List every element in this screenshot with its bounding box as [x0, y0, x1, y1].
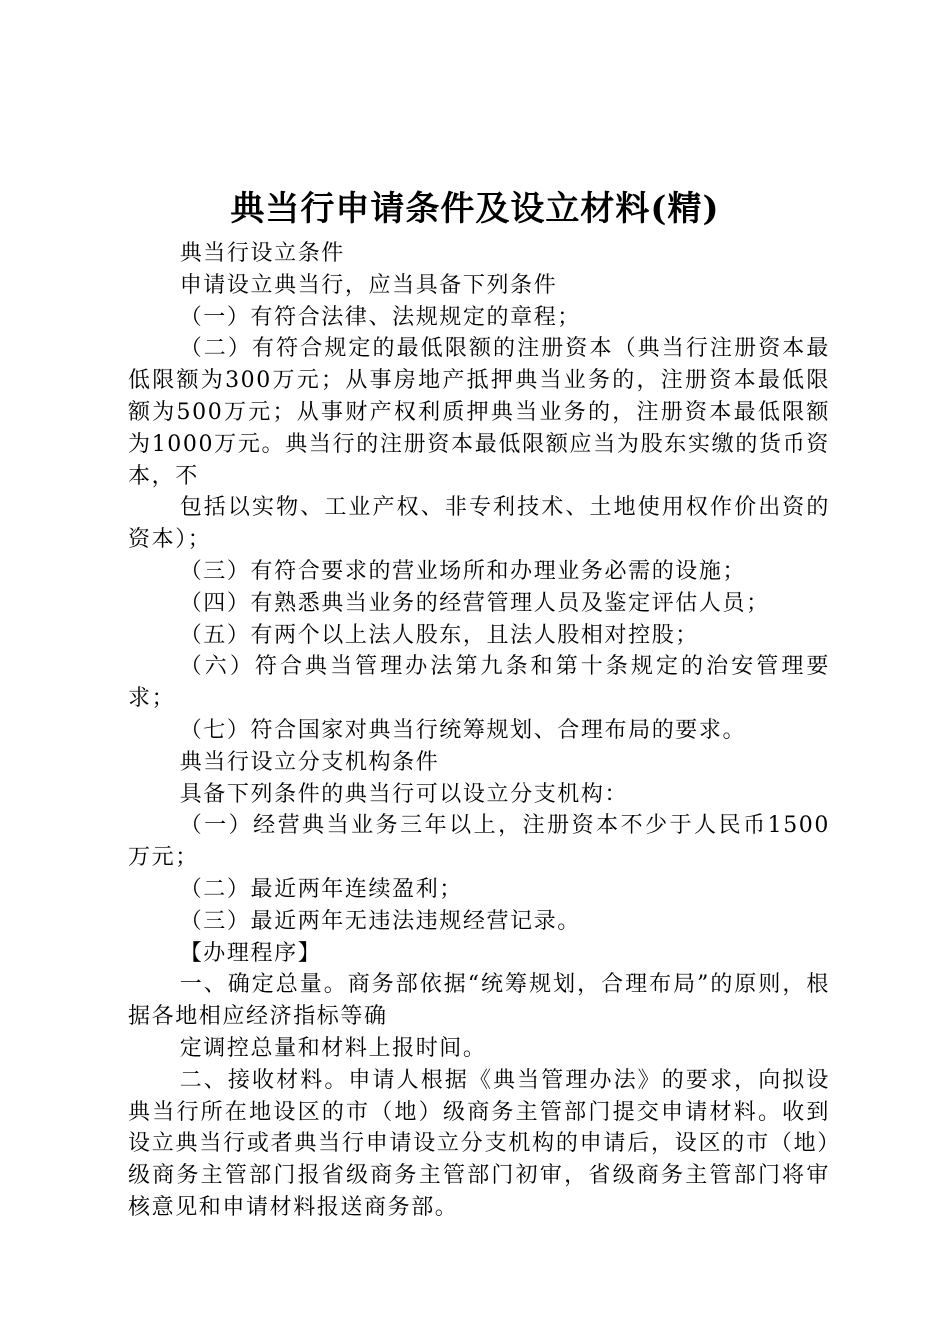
paragraph-condition-5: （五）有两个以上法人股东，且法人股相对控股； [179, 622, 699, 648]
paragraph-branch-2: （二）最近两年连续盈利； [179, 876, 463, 902]
paragraph-procedure-1: 一、确定总量。商务部依据“统筹规划，合理布局”的原则，根据各地相应经济指标等确 [128, 972, 830, 1030]
paragraph-branch-1: （一）经营典当业务三年以上，注册资本不少于人民币1500万元； [128, 813, 830, 871]
document-body [128, 238, 830, 1224]
paragraph-condition-1: （一）有符合法律、法规规定的章程； [179, 304, 581, 330]
paragraph-branch-3: （三）最近两年无违法违规经营记录。 [179, 908, 581, 934]
paragraph-condition-2-cont: 包括以实物、工业产权、非专利技术、土地使用权作价出资的资本）； [128, 495, 830, 553]
paragraph-branch-intro: 具备下列条件的典当行可以设立分支机构： [179, 781, 629, 807]
paragraph-condition-4: （四）有熟悉典当业务的经营管理人员及鉴定评估人员； [179, 590, 770, 616]
document-title: 典当行申请条件及设立材料(精) [230, 189, 720, 229]
paragraph-intro: 申请设立典当行，应当具备下列条件 [179, 272, 558, 298]
paragraph-condition-7: （七）符合国家对典当行统筹规划、合理布局的要求。 [179, 717, 747, 743]
paragraph-condition-6: （六）符合典当管理办法第九条和第十条规定的治安管理要求； [128, 654, 830, 712]
paragraph-condition-3: （三）有符合要求的营业场所和办理业务必需的设施； [179, 558, 747, 584]
paragraph-condition-2: （二）有符合规定的最低限额的注册资本（典当行注册资本最低限额为300万元；从事房地产抵押典当业务的，注册资本最低限额为500万元；从事财产权利质押典当业务的，注册资本最低限额为1000万元。典当行的注册资本最低限额应当为股东实缴的货币资本，不 [128, 336, 830, 489]
paragraph-heading-branch: 典当行设立分支机构条件 [179, 749, 440, 775]
paragraph-heading-conditions: 典当行设立条件 [179, 241, 345, 266]
paragraph-procedure-1-cont: 定调控总量和材料上报时间。 [179, 1035, 487, 1061]
paragraph-heading-procedure: 【办理程序】 [179, 940, 322, 966]
paragraph-procedure-2: 二、接收材料。申请人根据《典当管理办法》的要求，向拟设典当行所在地设区的市（地）级商务主管部门提交申请材料。收到设立典当行或者典当行申请设立分支机构的申请后，设区的市（地）级商务主管部门报省级商务主管部门初审，省级商务主管部门将审核意见和申请材料报送商务部。 [128, 1067, 830, 1220]
